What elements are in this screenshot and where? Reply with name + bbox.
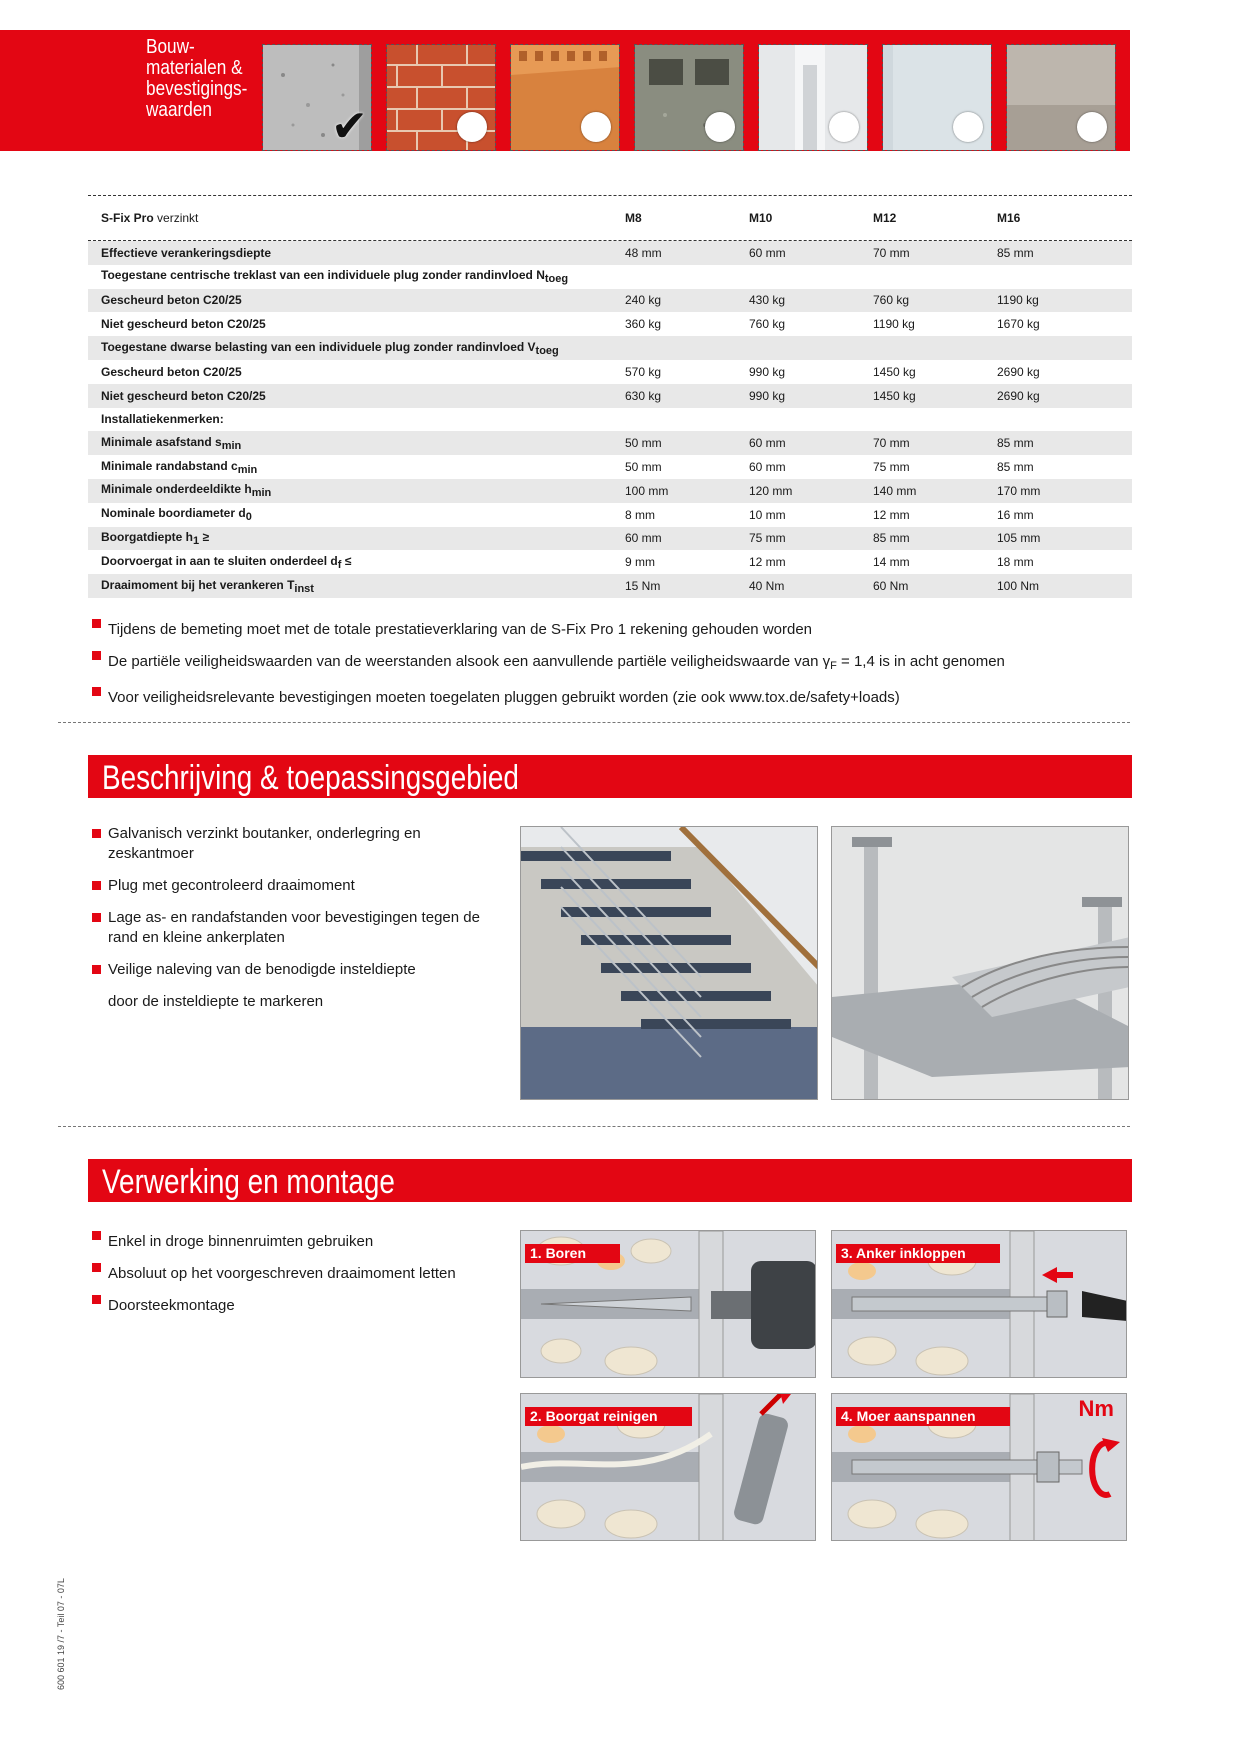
spec-value: 15 Nm (625, 579, 661, 594)
spec-value: 100 mm (625, 483, 669, 498)
step-label: 2. Boorgat reinigen (525, 1407, 692, 1426)
size-header: M12 (873, 211, 897, 225)
spec-label-subscript: 0 (245, 511, 252, 524)
step-inserting (831, 1230, 1127, 1378)
unchecked-circle-icon (829, 112, 859, 142)
spec-value: 570 kg (625, 364, 662, 379)
notes-list (90, 614, 1130, 714)
spec-value: 1450 kg (873, 388, 916, 403)
spec-label-text: Gescheurd beton C20/25 (101, 364, 242, 379)
table-row (88, 550, 1132, 574)
table-row (88, 384, 1132, 408)
spec-value: 60 mm (749, 436, 786, 451)
list-item: Veilige naleving van de benodigde insteldiepte (90, 960, 510, 980)
spec-product-name (88, 211, 625, 225)
spec-label (88, 340, 625, 357)
spec-value: 760 kg (873, 293, 910, 308)
list-item: Enkel in droge binnenruimten gebruiken (90, 1226, 510, 1258)
header-title-line: waarden (146, 99, 212, 121)
cable-tray-photo (831, 826, 1129, 1100)
unchecked-circle-icon (581, 112, 611, 142)
list-item: Plug met gecontroleerd draaimoment (90, 876, 510, 896)
section-title: Verwerking en montage (102, 1163, 395, 1201)
spec-label-subscript: min (237, 463, 258, 476)
section-header-assembly (88, 1159, 1132, 1202)
material-tile-perforated-brick (510, 44, 620, 151)
list-item: Doorsteekmontage (90, 1290, 510, 1322)
header-title-line: materialen & (146, 57, 243, 79)
torque-label: Nm (1078, 1396, 1114, 1421)
material-tile-hollow-block (634, 44, 744, 151)
step-label: 3. Anker inkloppen (836, 1244, 1000, 1263)
spec-value: 360 kg (625, 317, 662, 332)
section-title: Beschrijving & toepassingsgebied (102, 759, 519, 797)
spec-table (88, 195, 1132, 598)
spec-label-text: Niet gescheurd beton C20/25 (101, 388, 266, 403)
cable-tray-image (832, 827, 1129, 1100)
material-tile-chipboard (1006, 44, 1116, 151)
spec-table-header (88, 195, 1132, 241)
material-tile-plasterboard (882, 44, 992, 151)
spec-label-text: Installatiekenmerken: (101, 412, 224, 427)
spec-value: 2690 kg (997, 388, 1040, 403)
spec-label (88, 554, 625, 571)
spec-label-text: Nominale boordiameter d (101, 506, 246, 521)
spec-value: 1190 kg (873, 317, 915, 332)
step-cleaning (520, 1393, 816, 1541)
size-header: M16 (997, 211, 1021, 225)
spec-value: 60 Nm (873, 579, 909, 594)
spec-value: 170 mm (997, 483, 1041, 498)
spec-value: 12 mm (873, 507, 910, 522)
spec-value: 760 kg (749, 317, 786, 332)
spec-label-text: Minimale onderdeeldikte h (101, 482, 252, 497)
staircase-railing-image (521, 827, 818, 1100)
list-item: Galvanisch verzinkt boutanker, onderlegring en zeskantmoer (90, 824, 510, 864)
checkmark-icon: ✔ (331, 101, 368, 151)
list-item: door de insteldiepte te markeren (108, 993, 324, 1010)
spec-label (88, 506, 625, 523)
spec-value: 2690 kg (997, 364, 1040, 379)
list-item: Absoluut op het voorgeschreven draaimoment letten (90, 1258, 510, 1290)
spec-label (88, 578, 625, 595)
header-title-line: bevestigings- (146, 78, 248, 100)
spec-label (88, 365, 625, 379)
table-row (88, 336, 1132, 360)
header-title (146, 37, 249, 121)
spec-label-text: Draaimoment bij het verankeren T (101, 577, 295, 592)
note-text: De partiële veiligheidswaarden van de weerstanden alsook een aanvullende partiële veiligheidswaarde van γ (108, 653, 831, 670)
spec-label-subscript: 1 (193, 534, 200, 547)
size-header: M10 (749, 211, 773, 225)
list-item: Voor veiligheidsrelevante bevestigingen moeten toegelaten pluggen gebruikt worden (zie ook www.tox.de/safety+loads) (90, 682, 1130, 714)
spec-label-text: Toegestane centrische treklast van een individuele plug zonder randinvloed N (101, 268, 545, 283)
spec-value: 48 mm (625, 245, 662, 260)
spec-value: 75 mm (749, 531, 786, 546)
header-title-line: Bouw- (146, 36, 195, 58)
unchecked-circle-icon (1077, 112, 1107, 142)
spec-value: 430 kg (749, 293, 786, 308)
spec-label-text: Doorvoergat in aan te sluiten onderdeel d (101, 553, 338, 568)
spec-value: 60 mm (625, 531, 662, 546)
spec-label-subscript: toeg (544, 273, 569, 286)
spec-value: 1450 kg (873, 364, 916, 379)
table-row (88, 360, 1132, 384)
spec-value: 8 mm (625, 507, 655, 522)
divider (58, 1126, 1130, 1127)
spec-label (88, 435, 625, 452)
step-label: 1. Boren (525, 1244, 620, 1263)
unchecked-circle-icon (705, 112, 735, 142)
size-header: M8 (625, 211, 642, 225)
table-row (88, 241, 1132, 265)
table-row (88, 455, 1132, 479)
spec-label-text: Boorgatdiepte h (101, 529, 193, 544)
spec-value: 85 mm (873, 531, 910, 546)
step-label: 4. Moer aanspannen (836, 1407, 1010, 1426)
spec-label-text: Niet gescheurd beton C20/25 (101, 317, 266, 332)
note-subscript: F (830, 660, 837, 672)
spec-value: 60 mm (749, 460, 786, 475)
spec-label-subscript: min (251, 487, 272, 500)
spec-value: 85 mm (997, 245, 1034, 260)
step-drilling (520, 1230, 816, 1378)
spec-value: 240 kg (625, 293, 662, 308)
spec-label (88, 482, 625, 499)
spec-value: 1670 kg (997, 317, 1040, 332)
spec-label-operator: ≤ (341, 553, 352, 568)
material-tile-gypsum-block (758, 44, 868, 151)
unchecked-circle-icon (457, 112, 487, 142)
spec-label-text: Minimale asafstand s (101, 434, 222, 449)
spec-label (88, 293, 625, 307)
table-row (88, 408, 1132, 432)
document-code: 600 601 19 /7 - Teil 07 - 07L (56, 1578, 66, 1690)
description-list (90, 824, 510, 1012)
spec-value: 50 mm (625, 460, 662, 475)
spec-value: 70 mm (873, 245, 910, 260)
spec-label-operator: ≥ (199, 529, 210, 544)
spec-value: 9 mm (625, 555, 655, 570)
step-tightening (831, 1393, 1127, 1541)
spec-value: 85 mm (997, 460, 1034, 475)
spec-value: 630 kg (625, 388, 662, 403)
product-name-bold: S-Fix Pro (101, 211, 154, 225)
note-text: = 1,4 is in acht genomen (836, 653, 1005, 670)
list-item (90, 646, 1130, 682)
spec-value: 990 kg (749, 388, 786, 403)
material-tile-brick (386, 44, 496, 151)
spec-value: 40 Nm (749, 579, 785, 594)
list-item: Tijdens de bemeting moet met de totale prestatieverklaring van de S-Fix Pro 1 rekening gehouden worden (90, 614, 1130, 646)
staircase-photo (520, 826, 818, 1100)
table-row (88, 479, 1132, 503)
spec-value: 85 mm (997, 436, 1034, 451)
spec-value: 12 mm (749, 555, 786, 570)
unchecked-circle-icon (953, 112, 983, 142)
spec-label (88, 317, 625, 331)
section-header-description (88, 755, 1132, 798)
spec-value: 1190 kg (997, 293, 1039, 308)
divider (58, 722, 1130, 723)
spec-value: 16 mm (997, 507, 1034, 522)
spec-label-subscript: inst (294, 582, 314, 595)
product-finish: verzinkt (157, 211, 199, 225)
table-row (88, 574, 1132, 598)
material-tile-concrete (262, 44, 372, 151)
assembly-list (90, 1226, 510, 1322)
spec-value: 120 mm (749, 483, 793, 498)
spec-label (88, 389, 625, 403)
table-row (88, 312, 1132, 336)
spec-label (88, 412, 625, 426)
spec-value: 75 mm (873, 460, 910, 475)
spec-label-text: Minimale randabstand c (101, 458, 238, 473)
spec-label-subscript: f (337, 558, 342, 571)
spec-value: 50 mm (625, 436, 662, 451)
spec-label (88, 268, 625, 285)
table-row (88, 527, 1132, 551)
spec-label-text: Toegestane dwarse belasting van een individuele plug zonder randinvloed V (101, 339, 536, 354)
table-row (88, 431, 1132, 455)
spec-label (88, 246, 625, 260)
spec-value: 140 mm (873, 483, 917, 498)
list-item: Lage as- en randafstanden voor bevestigingen tegen de rand en kleine ankerplaten (90, 908, 510, 948)
spec-table-body (88, 241, 1132, 598)
spec-label-text: Gescheurd beton C20/25 (101, 293, 242, 308)
spec-value: 105 mm (997, 531, 1041, 546)
spec-value: 14 mm (873, 555, 910, 570)
spec-label-subscript: min (221, 439, 242, 452)
spec-value: 60 mm (749, 245, 786, 260)
spec-label-text: Effectieve verankeringsdiepte (101, 245, 272, 260)
spec-label (88, 459, 625, 476)
spec-value: 990 kg (749, 364, 786, 379)
spec-label (88, 530, 625, 547)
spec-value: 100 Nm (997, 579, 1040, 594)
spec-value: 70 mm (873, 436, 910, 451)
table-row (88, 265, 1132, 289)
spec-value: 10 mm (749, 507, 786, 522)
table-row (88, 503, 1132, 527)
spec-value: 18 mm (997, 555, 1034, 570)
table-row (88, 289, 1132, 313)
spec-label-subscript: toeg (535, 344, 559, 357)
